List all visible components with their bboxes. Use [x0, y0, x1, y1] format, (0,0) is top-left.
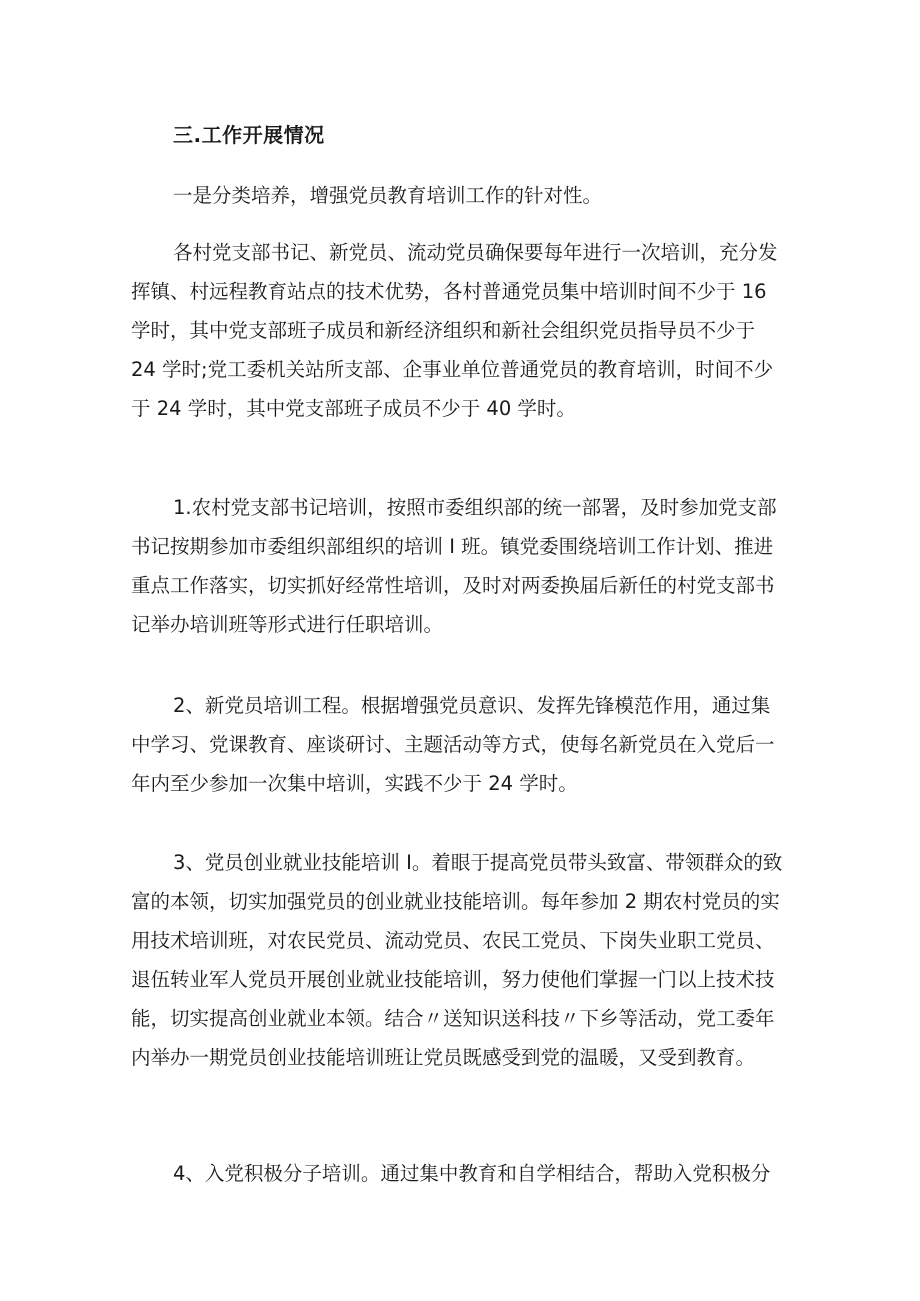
text-line: 学时，其中党支部班子成员和新经济组织和新社会组织党员指导员不少于: [131, 319, 756, 342]
text-line: 2、新党员培训工程。根据增强党员意识、发挥先锋模范作用，通过集: [173, 694, 771, 717]
paragraph-item-3: [0, 843, 920, 1077]
paragraph-requirements: [0, 233, 920, 428]
text-line: 1.农村党支部书记培训，按照市委组织部的统一部署，及时参加党支部: [173, 496, 777, 519]
text-line: 一是分类培养，增强党员教育培训工作的针对性。: [173, 184, 603, 207]
text-line: 记举办培训班等形式进行任职培训。: [131, 613, 444, 636]
text-line: 退伍转业军人党员开展创业就业技能培训，努力使他们掌握一门以上技术技: [131, 968, 775, 991]
text-line: 书记按期参加市委组织部组织的培训 I 班。镇党委围绕培训工作计划、推进: [131, 535, 774, 558]
text-line: 富的本领，切实加强党员的创业就业技能培训。每年参加 2 期农村党员的实: [131, 890, 780, 913]
text-line: 中学习、党课教育、座谈研讨、主题活动等方式，使每名新党员在入党后一: [131, 733, 775, 756]
text-line: 于 24 学时，其中党支部班子成员不少于 40 学时。: [131, 397, 576, 420]
text-line: 重点工作落实，切实抓好经常性培训，及时对两委换届后新任的村党支部书: [131, 574, 775, 597]
text-line: 年内至少参加一次集中培训，实践不少于 24 学时。: [131, 772, 578, 795]
text-line: 3、党员创业就业技能培训 I。着眼于提高党员带头致富、带领群众的致: [173, 851, 783, 874]
text-line: 24 学时;党工委机关站所支部、企事业单位普通党员的教育培训，时间不少: [131, 358, 774, 381]
text-line: 4、入党积极分子培训。通过集中教育和自学相结合，帮助入党积极分: [173, 1162, 771, 1185]
text-line: 用技术培训班，对农民党员、流动党员、农民工党员、下岗失业职工党员、: [131, 929, 775, 952]
paragraph-item-1: [0, 488, 920, 644]
paragraph-item-2: [0, 686, 920, 803]
text-line: 能，切实提高创业就业本领。结合〃送知识送科技〃下乡等活动，党工委年: [131, 1007, 775, 1030]
text-line: 各村党支部书记、新党员、流动党员确保要每年进行一次培训，充分发: [173, 241, 778, 264]
text-line: 内举办一期党员创业技能培训班让党员既感受到党的温暖，又受到教育。: [131, 1046, 756, 1069]
section-heading: 三.工作开展情况: [173, 123, 325, 147]
paragraph-intro: [0, 176, 920, 215]
paragraph-item-4: [0, 1154, 920, 1193]
text-line: 挥镇、村远程教育站点的技术优势，各村普通党员集中培训时间不少于 16: [131, 280, 767, 303]
